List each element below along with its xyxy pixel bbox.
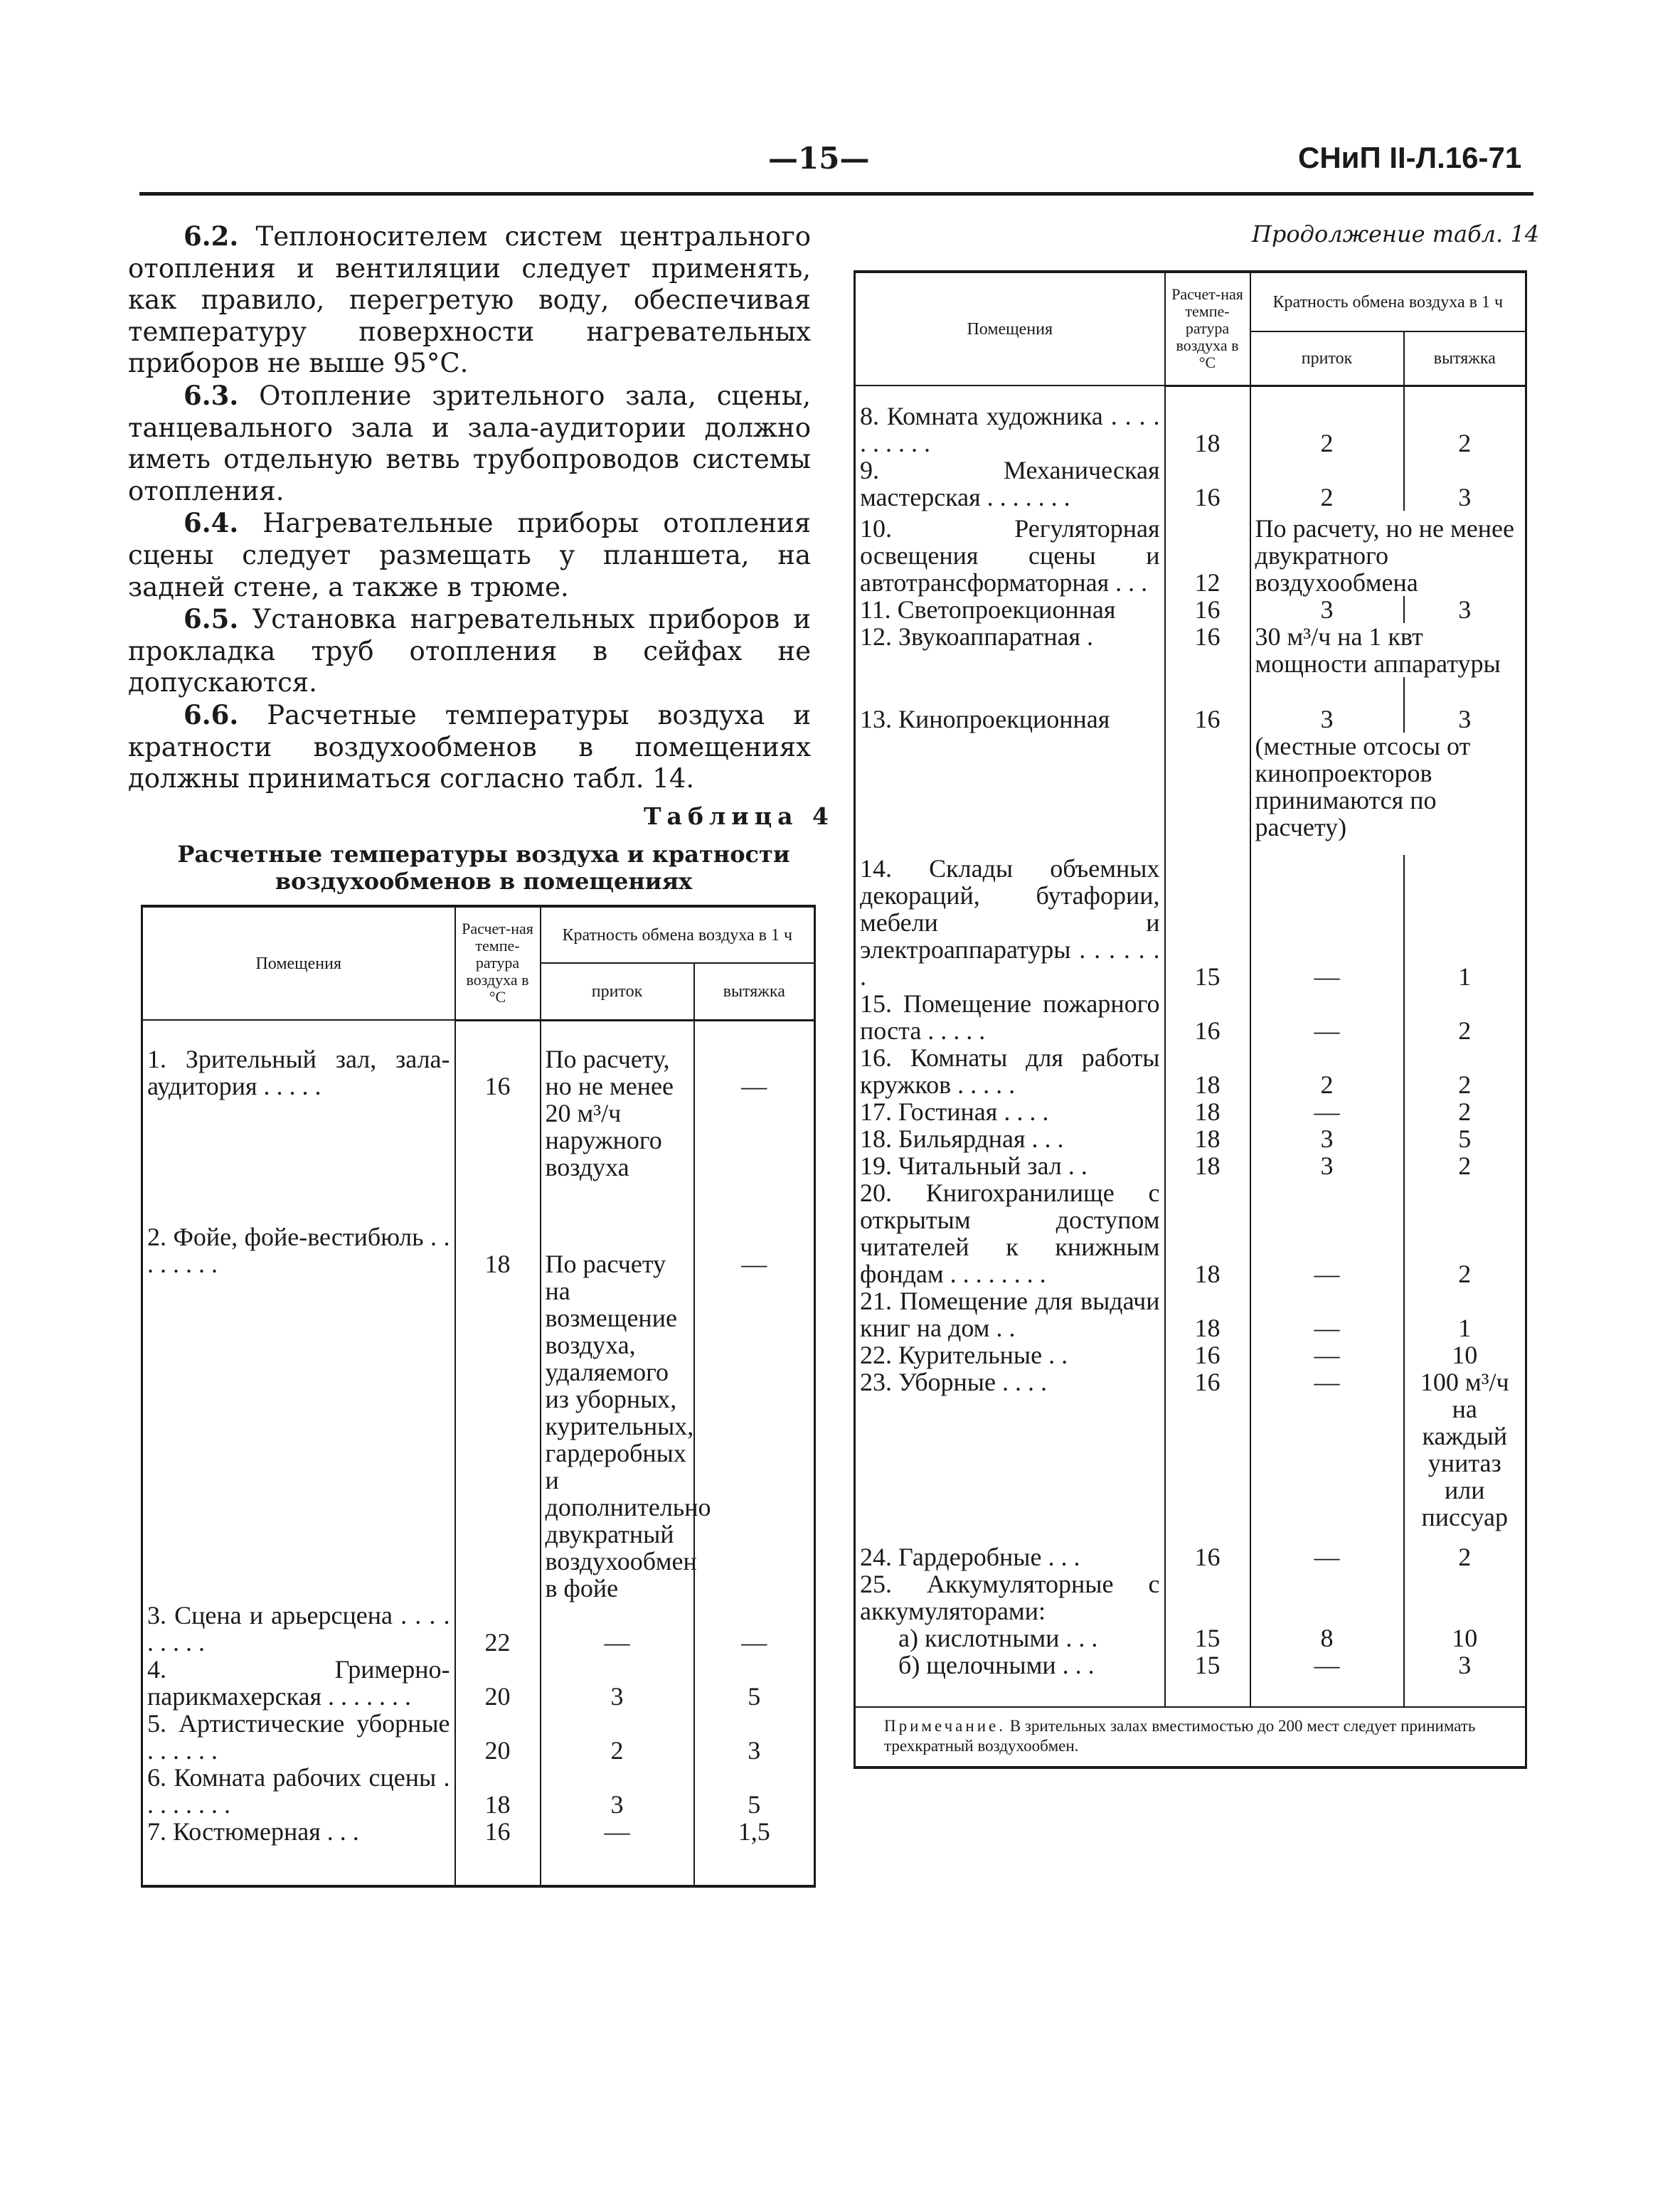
row-temp: 20	[455, 1656, 541, 1710]
table-note	[855, 1707, 1526, 1767]
row-room: 11. Светопроекционная	[860, 595, 1116, 624]
row-supply: —	[1250, 990, 1404, 1044]
row-temp: 18	[455, 1764, 541, 1818]
row-room: 6. Комната рабочих сцены . . . . . . . .	[147, 1763, 450, 1819]
row-temp: 16	[455, 1041, 541, 1181]
row-exhaust: —	[694, 1223, 815, 1602]
table-row	[142, 1764, 815, 1818]
row-exhaust: 3	[1404, 706, 1526, 733]
row-room: 9. Механическая мастерская . . . . . . .	[860, 456, 1160, 511]
row-temp: 18	[1165, 1287, 1250, 1341]
row-supply: По расчету, но не менее 20 м³/ч наружного воздуха	[541, 1041, 694, 1181]
row-temp: 16	[1165, 990, 1250, 1044]
paragraph-number: 6.5.	[184, 603, 239, 635]
paragraph-text: Установка нагревательных приборов и прокладка труб отопления в сейфах не допускаются.	[128, 604, 811, 698]
paragraph-number: 6.6.	[184, 698, 239, 730]
table-row	[142, 1710, 815, 1764]
row-temp: 16	[1165, 706, 1250, 733]
paragraph-text: Теплоносителем систем центрального отопления и вентиляции следует применять, как правило, перегретую воду, обеспечивая температуру поверхности нагревательных приборов не выше 95°С.	[128, 221, 811, 379]
row-room: 7. Костюмерная . . .	[147, 1817, 359, 1846]
page-number: —15—	[768, 141, 870, 176]
paragraph-number: 6.2.	[184, 220, 239, 252]
header-rooms: Помещения	[855, 272, 1165, 386]
row-room: 2. Фойе, фойе-вестибюль . . . . . . . .	[147, 1223, 450, 1278]
table-row	[855, 1652, 1526, 1679]
row-exhaust: 2	[1404, 990, 1526, 1044]
row-temp: 15	[1165, 1625, 1250, 1652]
row-supply: —	[1250, 1179, 1404, 1287]
row-exhaust: 3	[1404, 1652, 1526, 1679]
row-exhaust: —	[694, 1041, 815, 1181]
row-merged-rate: По расчету, но не менее двукратного воздухообмена	[1250, 511, 1526, 596]
row-temp: 16	[1165, 596, 1250, 623]
table-label: Таблица 4	[644, 802, 834, 830]
header-temp: Расчет-ная темпе-ратура воздуха в °С	[1165, 272, 1250, 386]
row-exhaust: 2	[1404, 1543, 1526, 1570]
row-exhaust: 1	[1404, 1287, 1526, 1341]
row-supply: —	[541, 1602, 694, 1656]
table-row	[142, 1602, 815, 1656]
paragraph-text: Расчетные температуры воздуха и кратности воздухообменов в помещениях должны приниматься согласно табл. 14.	[128, 699, 811, 794]
row-supply: 2	[1250, 403, 1404, 457]
row-exhaust: 1,5	[694, 1818, 815, 1845]
table-row	[855, 855, 1526, 990]
paragraph-6-2	[128, 220, 811, 380]
row-supply: 2	[541, 1710, 694, 1764]
row-temp: 16	[1165, 1341, 1250, 1368]
row-supply: —	[1250, 1543, 1404, 1570]
row-temp: 16	[1165, 623, 1250, 677]
row-supply: 8	[1250, 1625, 1404, 1652]
row-supply: 2	[1250, 1044, 1404, 1098]
row-exhaust: 10	[1404, 1341, 1526, 1368]
header-temp: Расчет-ная темпе-ратура воздуха в °С	[455, 906, 541, 1020]
row-exhaust: 2	[1404, 1152, 1526, 1179]
table-row	[855, 1125, 1526, 1152]
row-room: 18. Бильярдная . . .	[860, 1125, 1064, 1153]
paragraph-number: 6.4.	[184, 507, 239, 539]
row-supply: 3	[1250, 596, 1404, 623]
header-rooms: Помещения	[142, 906, 455, 1020]
row-temp: 18	[1165, 1044, 1250, 1098]
note-label: Примечание.	[884, 1717, 1006, 1735]
row-temp: 15	[1165, 855, 1250, 990]
row-supply: —	[1250, 1652, 1404, 1679]
header-supply: приток	[541, 963, 694, 1020]
body-text	[128, 220, 811, 795]
table-row	[855, 1287, 1526, 1341]
table-row	[855, 1152, 1526, 1179]
row-exhaust: 3	[694, 1710, 815, 1764]
row-supply: 3	[541, 1656, 694, 1710]
row-room: 3. Сцена и арьерсцена . . . . . . . . .	[147, 1601, 450, 1657]
header-rate: Кратность обмена воздуха в 1 ч	[541, 906, 815, 963]
table-part-1	[141, 905, 816, 1888]
table-row	[855, 457, 1526, 511]
row-temp: 18	[1165, 1098, 1250, 1125]
table-row	[855, 1368, 1526, 1543]
row-supply: 3	[1250, 1152, 1404, 1179]
row-exhaust: 3	[1404, 596, 1526, 623]
row-exhaust: 2	[1404, 403, 1526, 457]
row-room: 22. Курительные . .	[860, 1341, 1068, 1369]
row-supply: —	[1250, 1098, 1404, 1125]
table-row	[855, 706, 1526, 733]
row-supply: —	[1250, 855, 1404, 990]
row-room: 24. Гардеробные . . .	[860, 1543, 1080, 1571]
document-code: СНиП II-Л.16-71	[1298, 141, 1522, 174]
note-cell	[855, 1707, 1526, 1767]
table-row	[855, 596, 1526, 623]
row-room: 13. Кинопроекционная	[860, 705, 1110, 733]
table-row	[855, 990, 1526, 1044]
row-exhaust: 2	[1404, 1044, 1526, 1098]
row-room: 21. Помещение для выдачи книг на дом . .	[860, 1287, 1160, 1342]
row-room: 16. Комнаты для работы кружков . . . . .	[860, 1043, 1160, 1099]
table-row	[855, 511, 1526, 596]
header-exhaust: вытяжка	[1404, 331, 1526, 386]
row-temp: 15	[1165, 1652, 1250, 1679]
header-exhaust: вытяжка	[694, 963, 815, 1020]
row-exhaust: —	[694, 1602, 815, 1656]
table-row	[855, 1543, 1526, 1570]
row-temp: 20	[455, 1710, 541, 1764]
row-exhaust: 1	[1404, 855, 1526, 990]
paragraph-6-5	[128, 603, 811, 699]
row-exhaust: 10	[1404, 1625, 1526, 1652]
row-room: 15. Помещение пожарного поста . . . . .	[860, 989, 1160, 1045]
row-extra-note: (местные отсосы от кинопроекторов принимаются по расчету)	[1250, 733, 1526, 855]
row-room: 25. Аккумуляторные с аккумуляторами:	[860, 1570, 1160, 1625]
paragraph-text: Отопление зрительного зала, сцены, танцевального зала и зала-аудитории должно иметь отдельную ветвь трубопроводов системы отопления.	[128, 380, 811, 506]
paragraph-6-3	[128, 380, 811, 507]
row-supply: 3	[1250, 706, 1404, 733]
row-room: 8. Комната художника . . . . . . . . . .	[860, 402, 1160, 457]
row-supply: —	[541, 1818, 694, 1845]
header-supply: приток	[1250, 331, 1404, 386]
table-row	[142, 1656, 815, 1710]
row-supply: 3	[1250, 1125, 1404, 1152]
row-room: 23. Уборные . . . .	[860, 1368, 1047, 1396]
row-temp: 22	[455, 1602, 541, 1656]
row-merged-rate: 30 м³/ч на 1 квт мощности аппаратуры	[1250, 623, 1526, 677]
row-temp: 18	[1165, 1152, 1250, 1179]
row-exhaust: 5	[694, 1764, 815, 1818]
header-rule	[139, 192, 1533, 196]
row-temp: 16	[1165, 1543, 1250, 1570]
table-row	[142, 1041, 815, 1181]
row-room: а) кислотными . . .	[898, 1624, 1098, 1652]
paragraph-text: Нагревательные приборы отопления сцены следует размещать у планшета, на задней стене, а также в трюме.	[128, 508, 811, 602]
table-row	[855, 1044, 1526, 1098]
row-exhaust: 5	[1404, 1125, 1526, 1152]
row-temp: 18	[1165, 1179, 1250, 1287]
table-row-note	[855, 733, 1526, 855]
row-room: б) щелочными . . .	[898, 1651, 1095, 1679]
paragraph-6-4	[128, 507, 811, 603]
table-row	[855, 1341, 1526, 1368]
row-room: 14. Склады объемных декораций, бутафории, мебели и электроаппаратуры . . . . . . .	[860, 854, 1160, 991]
row-temp: 12	[1165, 511, 1250, 596]
row-temp: 18	[1165, 1125, 1250, 1152]
row-room: 4. Гримерно-парикмахерская . . . . . . .	[147, 1655, 450, 1711]
table-title: Расчетные температуры воздуха и кратности воздухообменов в помещениях	[177, 841, 790, 895]
row-room: 10. Регуляторная освещения сцены и автотрансформаторная . . .	[860, 514, 1160, 597]
note-text: В зрительных залах вместимостью до 200 мест следует принимать трехкратный воздухообмен.	[884, 1717, 1476, 1755]
row-supply: 3	[541, 1764, 694, 1818]
table-row	[855, 1625, 1526, 1652]
row-room: 1. Зрительный зал, зала-аудитория . . . . .	[147, 1045, 450, 1100]
paragraph-6-6	[128, 699, 811, 795]
table-row	[855, 1179, 1526, 1287]
row-exhaust: 2	[1404, 1098, 1526, 1125]
paragraph-number: 6.3.	[184, 379, 239, 411]
row-exhaust: 3	[1404, 457, 1526, 511]
row-room: 5. Артистические уборные . . . . . .	[147, 1709, 450, 1765]
row-supply: —	[1250, 1287, 1404, 1341]
row-temp: 18	[455, 1223, 541, 1602]
row-supply: —	[1250, 1341, 1404, 1368]
row-temp: 16	[1165, 1368, 1250, 1543]
row-supply: 2	[1250, 457, 1404, 511]
table-row	[142, 1818, 815, 1845]
row-supply: По расчету на возмещение воздуха, удаляемого из уборных, курительных, гардеробных и дополнительно двукратный воздухообмен в фойе	[541, 1223, 694, 1602]
table-row	[855, 1098, 1526, 1125]
row-temp: 18	[1165, 403, 1250, 457]
row-room: 12. Звукоаппаратная .	[860, 622, 1094, 651]
table-row	[855, 1570, 1526, 1625]
row-supply: —	[1250, 1368, 1404, 1543]
table-continuation-label: Продолжение табл. 14	[1252, 220, 1540, 248]
row-temp: 16	[455, 1818, 541, 1845]
row-exhaust: 5	[694, 1656, 815, 1710]
table-part-2	[854, 270, 1527, 1769]
row-room: 19. Читальный зал . .	[860, 1152, 1088, 1180]
row-exhaust: 100 м³/ч на каждый унитаз или писсуар	[1404, 1368, 1526, 1543]
table-row	[855, 403, 1526, 457]
table-row	[855, 623, 1526, 677]
row-exhaust: 2	[1404, 1179, 1526, 1287]
row-temp: 16	[1165, 457, 1250, 511]
row-room: 20. Книгохранилище с открытым доступом читателей к книжным фондам . . . . . . . .	[860, 1179, 1160, 1288]
header-rate: Кратность обмена воздуха в 1 ч	[1250, 272, 1526, 331]
row-room: 17. Гостиная . . . .	[860, 1097, 1049, 1126]
table-row	[142, 1223, 815, 1602]
